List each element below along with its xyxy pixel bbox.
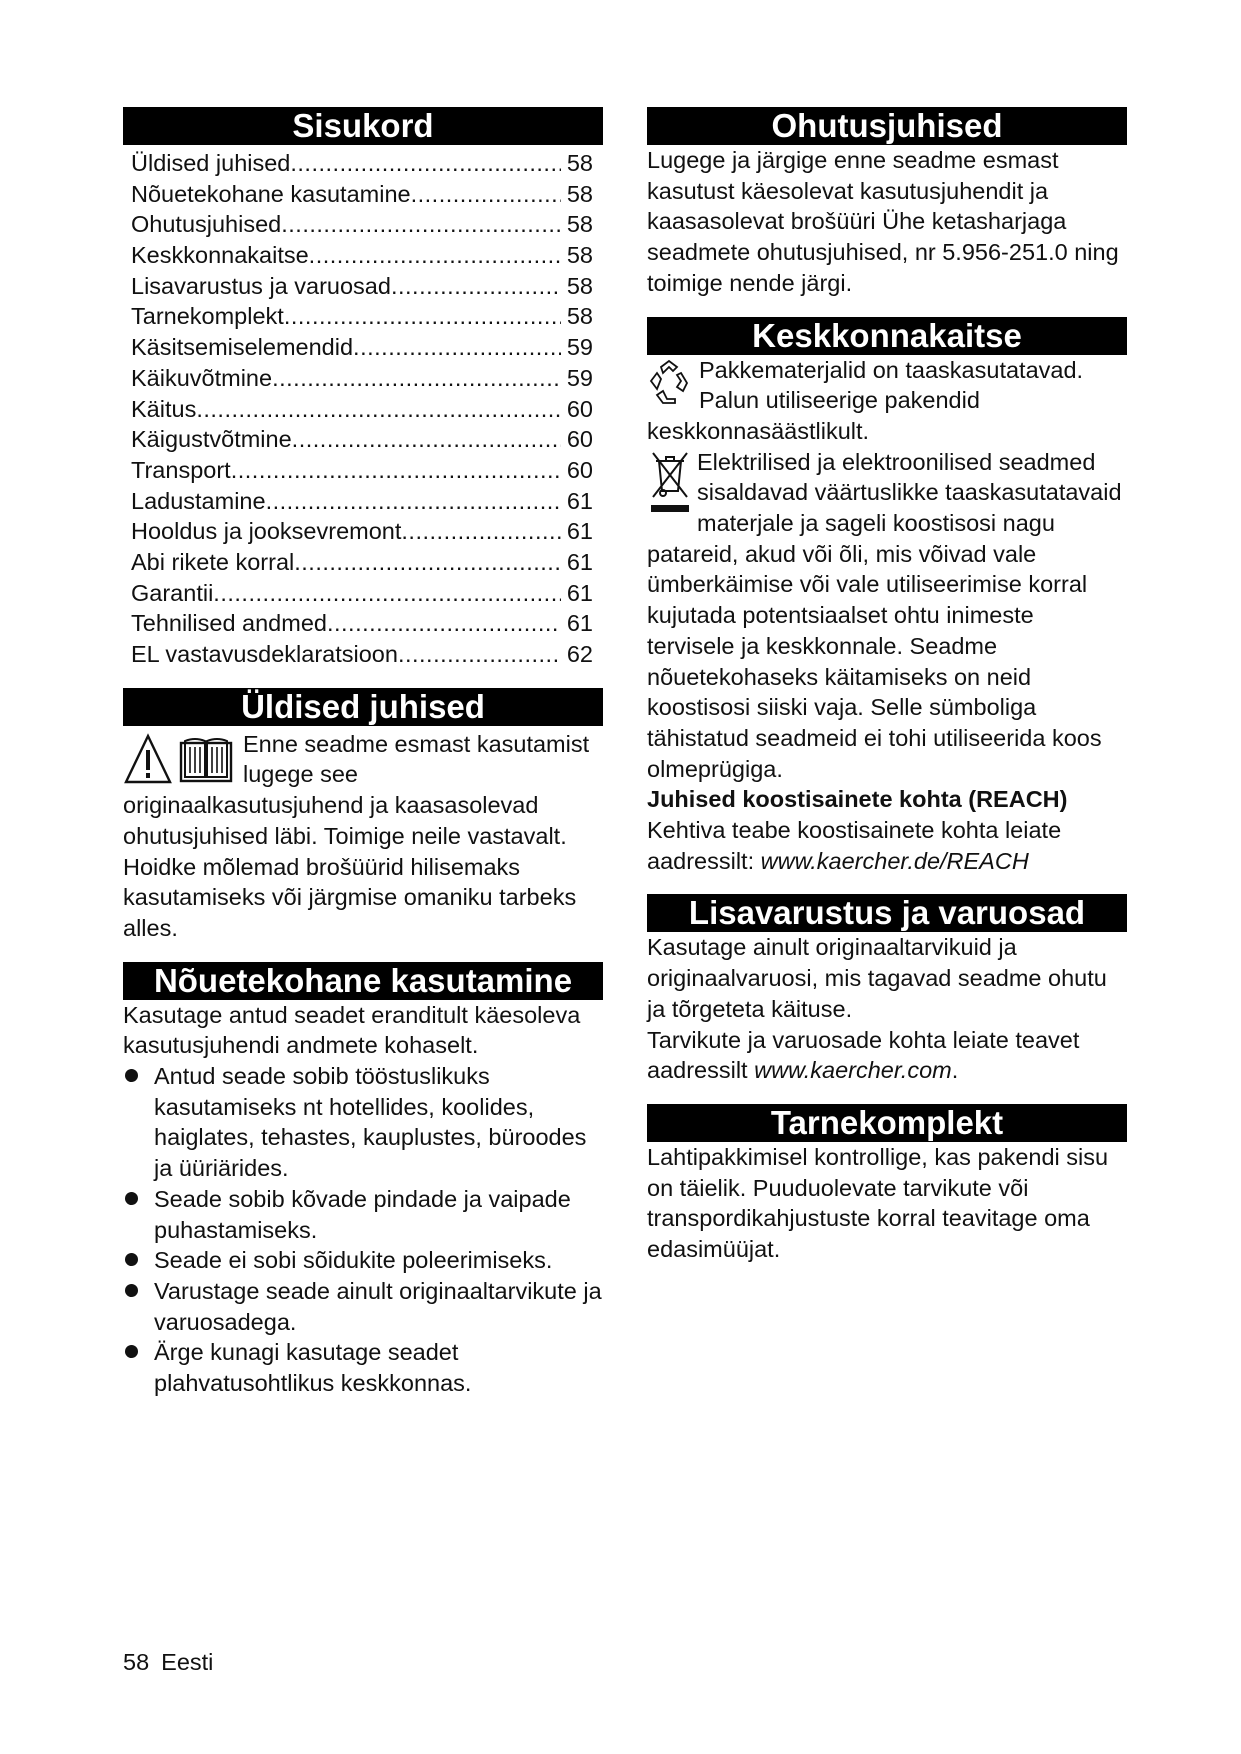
toc-entry[interactable] [131,486,593,517]
toc-entry[interactable] [131,578,593,609]
toc-entry-page: 61 [566,579,593,606]
toc-leader-dots [266,486,561,517]
toc-entry[interactable] [131,179,593,210]
list-item: Antud seade sobib tööstuslikuks kasutamiseks nt hotellides, koolides, haiglates, tehastes, kauplustes, büroodes ja üüriärides. [123,1061,603,1184]
general-text-2: Hoidke mõlemad brošüürid hilisemaks kasutamiseks või järgmise omaniku tarbeks alles. [123,853,577,941]
toc-entry[interactable] [131,363,593,394]
toc-entry-page: 61 [566,610,593,637]
toc-leader-dots [401,516,560,547]
toc-entry-page: 58 [566,150,593,176]
toc-entry-page: 59 [566,364,593,391]
toc-leader-dots [309,240,561,271]
toc-entry[interactable] [131,271,593,302]
toc-leader-dots [272,363,561,394]
toc-entry[interactable] [131,424,593,455]
manual-book-icon [179,733,233,785]
toc-entry-page: 61 [566,548,593,575]
toc-entry-title: Üldised juhised [131,150,291,176]
toc-leader-dots [294,547,561,578]
toc-leader-dots [284,301,561,332]
toc-leader-dots [398,639,561,670]
toc-entry-title: Hooldus ja jooksevremont [131,518,402,545]
toc-entry-title: Tehnilised andmed [131,610,327,637]
toc-leader-dots [353,332,561,363]
toc-entry-page: 59 [566,334,593,361]
page-footer [123,1647,213,1678]
toc-leader-dots [213,578,561,609]
safety-heading: Ohutusjuhised [647,107,1127,145]
toc-leader-dots [391,271,561,302]
list-item: Varustage seade ainult originaaltarvikute ja varuosadega. [123,1276,603,1337]
intended-use-heading: Nõuetekohane kasutamine [123,962,603,1000]
toc-entry-page: 58 [566,211,593,238]
footer-language: Eesti [161,1649,214,1675]
page-number: 58 [123,1649,150,1675]
toc-leader-dots [411,179,561,210]
toc-entry-title: Tarnekomplekt [131,303,284,330]
toc-entry-page: 61 [566,487,593,514]
toc-entry[interactable] [131,240,593,271]
recycle-paragraph [647,355,1127,447]
list-item: Ärge kunagi kasutage seadet plahvatusohtlikus keskkonnas. [123,1337,603,1398]
intended-use-list [123,1061,603,1399]
toc-entry-title: Abi rikete korral [131,548,295,575]
recycle-text: Pakkematerjalid on taaskasutatavad. Palun utiliseerige pakendid keskkonnasäästlikult. [647,356,1084,444]
toc-entry-title: Transport [131,456,231,483]
toc-leader-dots [292,424,561,455]
toc-entry-page: 58 [566,272,593,299]
toc-entry[interactable] [131,209,593,240]
toc-entry-title: Ohutusjuhised [131,211,282,238]
warning-triangle-icon [123,733,173,785]
toc-entry-page: 61 [566,518,593,545]
toc-leader-dots [231,455,561,486]
reach-link[interactable]: www.kaercher.de/REACH [760,847,1029,874]
weee-text: Elektrilised ja elektroonilised seadmed sisaldavad väärtuslikke taaskasutatavaid materjale ja sageli koostisosi nagu patareid, akud või õli, mis võivad vale ümberkäimise või vale utiliseerimise korral kujutada potentsiaalset ohtu inimeste tervisele ja keskkonnale. Seadme nõuetekohaseks käitamiseks on neid koostisosi siiski vaja. Selle sümboliga tähistatud seadmeid ei tohi utiliseerida koos olmeprügiga. [647,448,1122,782]
recycle-icon [647,359,693,411]
toc-entry-title: Käikuvõtmine [131,364,273,391]
general-instructions [123,729,603,852]
toc-entry-page: 60 [566,456,593,483]
reach-paragraph [647,815,1127,876]
table-of-contents [131,148,593,670]
accessories-link-suffix: . [951,1057,959,1084]
toc-entry-title: EL vastavusdeklaratsioon [131,641,398,667]
crossed-bin-icon [647,449,693,515]
toc-entry[interactable] [131,608,593,639]
reach-heading: Juhised koostisainete kohta (REACH) [647,786,1068,813]
toc-entry[interactable] [131,547,593,578]
reach-text: Kehtiva teabe koostisainete kohta leiate aadressilt: [647,817,1062,874]
toc-entry[interactable] [131,148,593,179]
toc-entry-page: 58 [566,242,593,269]
accessories-text-2-content: Tarvikute ja varuosade kohta leiate teavet aadressilt [647,1026,1080,1084]
intended-use-intro: Kasutage antud seadet eranditult käesoleva kasutusjuhendi andmete kohaselt. [123,1001,581,1059]
delivery-text: Lahtipakkimisel kontrollige, kas pakendi sisu on täielik. Puuduolevate tarvikute või transpordikahjustuste korral teavitage oma edasimüüjat. [647,1143,1109,1263]
toc-entry-title: Nõuetekohane kasutamine [131,180,411,207]
toc-entry-page: 58 [566,180,593,207]
toc-entry-title: Käigustvõtmine [131,426,292,453]
general-text-1 [123,729,603,852]
toc-heading: Sisukord [123,107,603,145]
accessories-link[interactable]: www.kaercher.com [754,1057,952,1084]
accessories-text-2 [647,1025,1127,1086]
toc-leader-dots [327,608,561,639]
left-column [123,107,603,1399]
accessories-text-1: Kasutage ainult originaaltarvikuid ja originaalvaruosi, mis tagavad seadme ohutu ja tõrgeteta käituse. [647,934,1107,1022]
general-text-1-content: Enne seadme esmast kasutamist lugege see originaalkasutusjuhend ja kaasasolevad ohutusjuhised läbi. Toimige neile vastavalt. [123,730,590,849]
toc-entry-title: Keskkonnakaitse [131,242,309,269]
toc-entry-title: Käsitsemiselemendid [131,334,354,361]
toc-entry[interactable] [131,394,593,425]
list-item: Seade ei sobi sõidukite poleerimiseks. [123,1245,603,1276]
toc-entry-title: Garantii [131,579,214,606]
toc-leader-dots [196,394,561,425]
right-column [647,107,1127,1265]
toc-leader-dots [290,148,560,179]
toc-entry-page: 60 [566,426,593,453]
environment-heading: Keskkonnakaitse [647,317,1127,355]
toc-entry-title: Lisavarustus ja varuosad [131,272,391,299]
toc-entry-title: Käitus [131,395,197,422]
general-heading: Üldised juhised [123,688,603,726]
list-item: Seade sobib kõvade pindade ja vaipade puhastamiseks. [123,1184,603,1245]
toc-entry-page: 62 [566,641,593,667]
accessories-heading: Lisavarustus ja varuosad [647,894,1127,932]
weee-paragraph [647,447,1127,785]
toc-entry[interactable] [131,516,593,547]
toc-leader-dots [281,209,561,240]
safety-text: Lugege ja järgige enne seadme esmast kasutust käesolevat kasutusjuhendit ja kaasasolevat brošüüri Ühe ketasharjaga seadmete ohutusjuhised, nr 5.956-251.0 ning toimige nende järgi. [647,147,1119,296]
toc-entry-title: Ladustamine [131,487,266,514]
toc-entry[interactable] [131,301,593,332]
toc-entry[interactable] [131,639,593,670]
toc-entry-page: 58 [566,303,593,330]
general-icons [123,733,233,785]
delivery-heading: Tarnekomplekt [647,1104,1127,1142]
toc-entry[interactable] [131,332,593,363]
toc-entry[interactable] [131,455,593,486]
toc-entry-page: 60 [566,395,593,422]
